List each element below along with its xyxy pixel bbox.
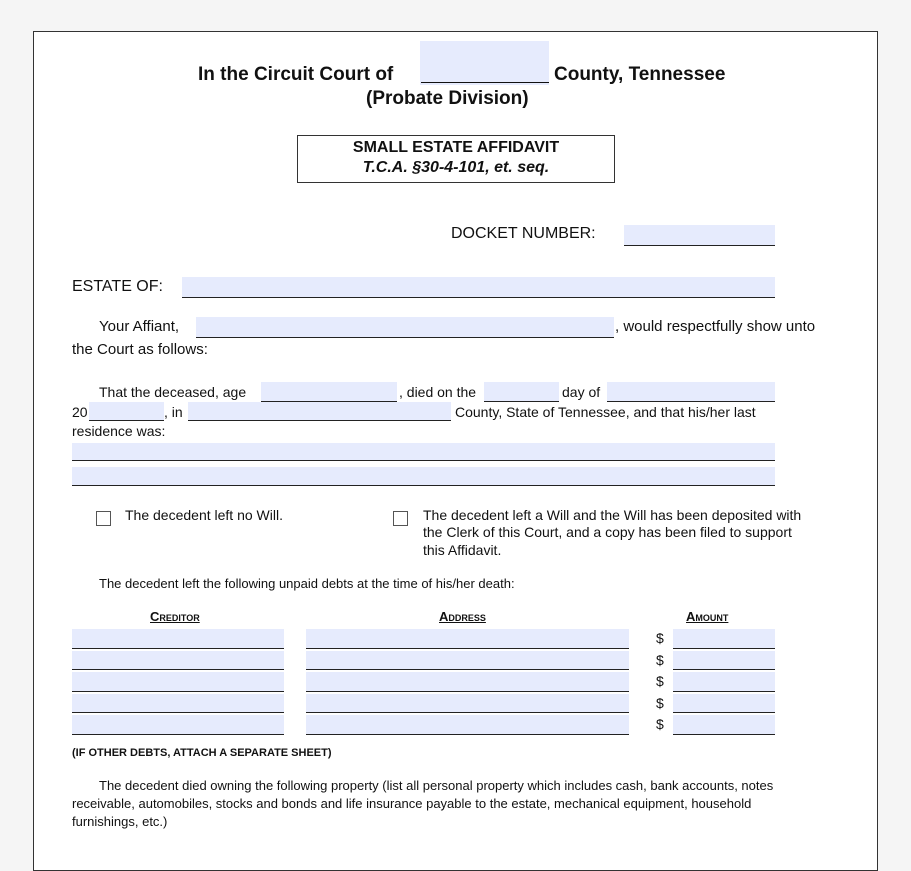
in-text: , in (164, 404, 183, 420)
affidavit-title: SMALL ESTATE AFFIDAVIT (352, 139, 560, 156)
amount-field[interactable] (673, 694, 775, 714)
debts-intro: The decedent left the following unpaid debts at the time of his/her death: (99, 576, 515, 591)
address-column-header: Address (439, 609, 486, 624)
address-field[interactable] (306, 672, 629, 692)
year-prefix-text: 20 (72, 404, 88, 420)
death-year-field[interactable] (89, 402, 164, 421)
death-month-field[interactable] (607, 382, 775, 402)
creditor-field[interactable] (72, 629, 284, 649)
estate-of-field[interactable] (182, 277, 775, 298)
creditor-column-header: Creditor (150, 609, 200, 624)
died-on-text: , died on the (399, 384, 477, 400)
will-deposited-checkbox[interactable] (393, 511, 408, 526)
will-text-line2: the Clerk of this Court, and a copy has been filed to support (423, 524, 792, 540)
amount-field[interactable] (673, 715, 775, 735)
affiant-line2: the Court as follows: (72, 341, 208, 358)
no-will-label: The decedent left no Will. (125, 507, 283, 523)
amount-field[interactable] (673, 629, 775, 649)
dollar-sign: $ (656, 716, 664, 733)
creditor-field[interactable] (72, 651, 284, 671)
no-will-checkbox[interactable] (96, 511, 111, 526)
creditor-field[interactable] (72, 672, 284, 692)
dollar-sign: $ (656, 694, 664, 711)
docket-number-field[interactable] (624, 225, 775, 246)
court-suffix: County, Tennessee (554, 64, 726, 85)
creditor-field[interactable] (72, 715, 284, 735)
will-text-line1: The decedent left a Will and the Will has been deposited with (423, 507, 802, 523)
estate-label: ESTATE OF: (72, 278, 163, 295)
division-label: (Probate Division) (366, 88, 529, 109)
form-page (33, 31, 878, 871)
residence-text: residence was: (72, 423, 166, 439)
death-day-field[interactable] (484, 382, 559, 402)
will-text-line3: this Affidavit. (423, 542, 502, 558)
creditor-field[interactable] (72, 694, 284, 714)
amount-field[interactable] (673, 651, 775, 671)
county-state-text: County, State of Tennessee, and that his/her last (455, 404, 756, 420)
day-of-text: day of (562, 384, 601, 400)
dollar-sign: $ (656, 673, 664, 690)
address-field[interactable] (306, 629, 629, 649)
dollar-sign: $ (656, 651, 664, 668)
amount-column-header: Amount (686, 609, 729, 624)
county-field[interactable] (420, 41, 549, 85)
affiant-suffix: , would respectfully show unto (615, 318, 816, 335)
residence-line1-field[interactable] (72, 443, 775, 461)
residence-line2-field[interactable] (72, 467, 775, 486)
address-field[interactable] (306, 715, 629, 735)
property-line3: furnishings, etc.) (72, 814, 168, 829)
affiant-prefix: Your Affiant, (99, 318, 180, 335)
deceased-age-text: That the deceased, age (99, 384, 247, 400)
affiant-name-field[interactable] (196, 317, 614, 338)
county-underline (421, 82, 549, 83)
property-line1: The decedent died owning the following property (list all personal property which includes cash, bank accounts, notes (99, 778, 774, 793)
deceased-age-field[interactable] (261, 382, 397, 402)
amount-field[interactable] (673, 672, 775, 692)
property-line2: receivable, automobiles, stocks and bonds and life insurance payable to the estate, mechanical equipment, household (72, 796, 752, 811)
court-prefix: In the Circuit Court of (198, 64, 394, 85)
docket-label: DOCKET NUMBER: (451, 225, 596, 242)
address-field[interactable] (306, 651, 629, 671)
statute-citation: T.C.A. §30-4-101, et. seq. (362, 159, 550, 176)
address-field[interactable] (306, 694, 629, 714)
dollar-sign: $ (656, 630, 664, 646)
death-county-field[interactable] (188, 402, 451, 421)
other-debts-note: (IF OTHER DEBTS, ATTACH A SEPARATE SHEET) (72, 747, 332, 759)
